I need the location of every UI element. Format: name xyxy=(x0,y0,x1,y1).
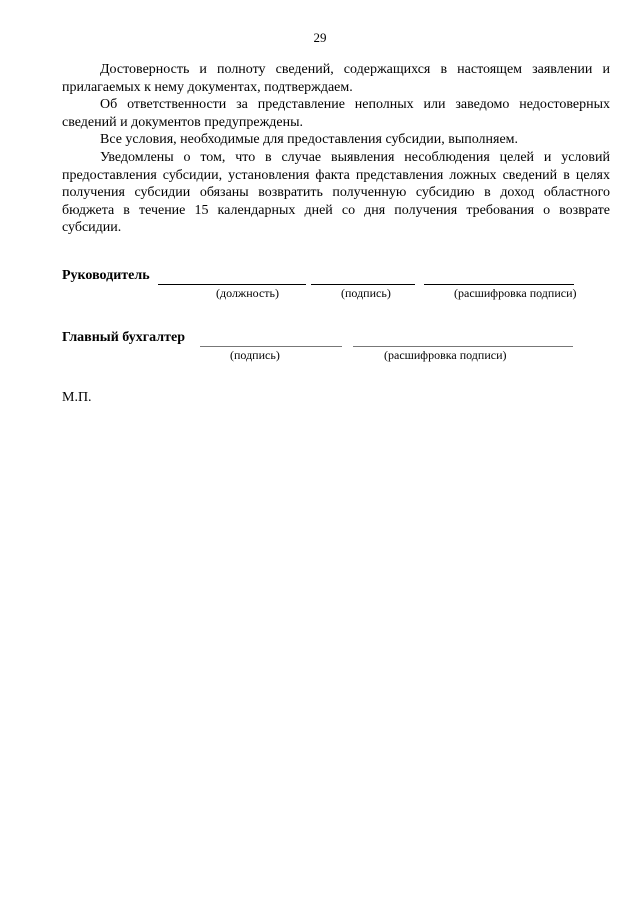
accountant-decoding-caption: (расшифровка подписи) xyxy=(384,348,507,362)
declaration-text xyxy=(62,61,610,237)
director-position-caption: (должность) xyxy=(216,286,279,300)
paragraph-reliability: Достоверность и полноту сведений, содержащихся в настоящем заявлении и прилагаемых к нему документах, подтверждаем. xyxy=(62,62,610,95)
paragraph-notification: Уведомлены о том, что в случае выявления несоблюдения целей и условий предоставления субсидии, установления факта представления ложных сведений в целях получения субсидии обязаны возвратить полученную субсидию в доход областного бюджета в течение 15 календарных дней со дня получения требования о возврате субсидии. xyxy=(62,149,610,236)
director-signature-block xyxy=(62,268,150,284)
director-decoding-line xyxy=(424,284,574,285)
director-decoding-caption: (расшифровка подписи) xyxy=(454,286,577,300)
accountant-signature-block xyxy=(62,330,185,346)
paragraph-conditions: Все условия, необходимые для предоставления субсидии, выполняем. xyxy=(100,132,519,148)
accountant-signature-line xyxy=(200,346,342,347)
accountant-signature-caption: (подпись) xyxy=(230,348,280,362)
director-label: Руководитель xyxy=(62,268,150,283)
accountant-decoding-line xyxy=(353,346,573,347)
accountant-label: Главный бухгалтер xyxy=(62,330,185,345)
director-position-line xyxy=(158,284,306,285)
director-signature-caption: (подпись) xyxy=(341,286,391,300)
director-signature-line xyxy=(311,284,415,285)
page-number: 29 xyxy=(313,30,327,45)
stamp-label: М.П. xyxy=(62,390,92,405)
paragraph-responsibility: Об ответственности за представление неполных или заведомо недостоверных сведений и документов предупреждены. xyxy=(62,97,610,130)
